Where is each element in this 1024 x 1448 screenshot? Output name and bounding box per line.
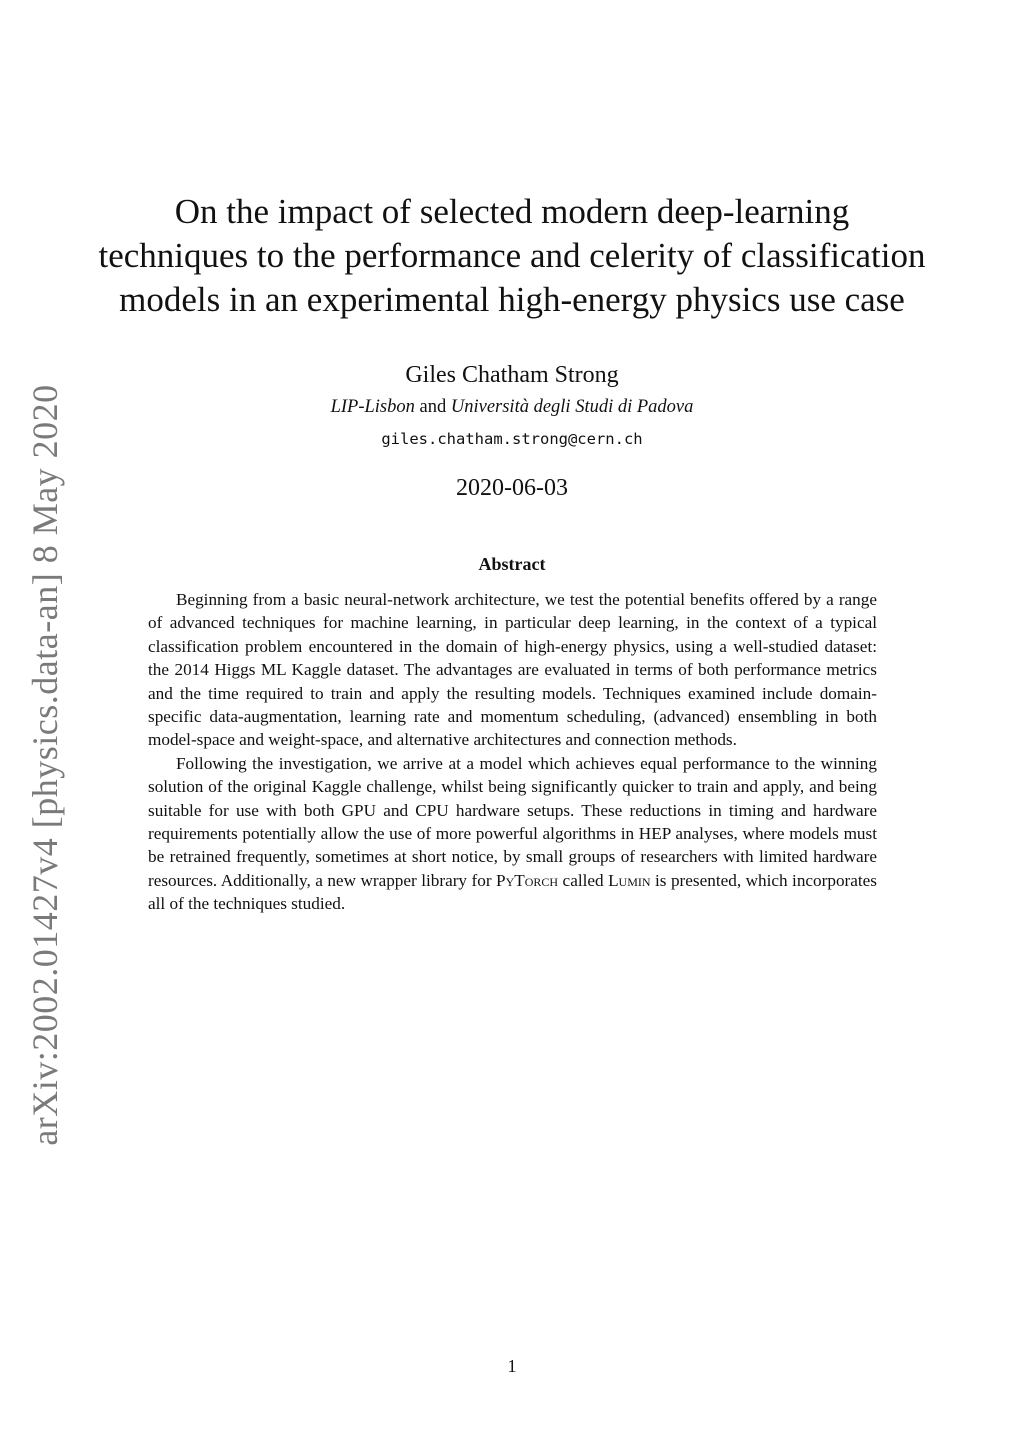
abstract-text: is presented, which incorporates all of the techniques studied. [148,870,877,914]
author-name: Giles Chatham Strong [405,362,619,388]
library-lumin: Lumin [608,870,651,890]
abstract-text: called [558,870,609,890]
abstract-paragraph-1: Beginning from a basic neural-network architecture, we test the potential benefits offered by a range of advanced techniques for machine learning, in particular deep learning, in the context of a typical classification problem encountered in the domain of high-energy physics, using a well-studied dataset: the 2014 Higgs ML Kaggle dataset. The advantages are evaluated in terms of both performance metrics and the time required to train and apply the resulting models. Techniques examined include domain-specific data-augmentation, learning rate and momentum scheduling, (advanced) ensembling in both model-space and weight-space, and alternative architectures and connection methods. [148,590,877,750]
author-email[interactable]: giles.chatham.strong@cern.ch [381,430,643,448]
library-pytorch: PyTorch [496,870,559,890]
abstract-heading: Abstract [478,554,546,574]
title-line: models in an experimental high-energy physics use case [119,280,905,319]
paper-title [80,190,944,322]
title-line: On the impact of selected modern deep-learning [174,192,850,231]
page-number: 1 [507,1356,517,1376]
affiliation-padova: Università degli Studi di Padova [450,397,694,417]
author-affiliation [0,397,1024,418]
publication-date: 2020-06-03 [456,475,568,501]
abstract-text: Following the investigation, we arrive at a model which achieves equal performance to the winning solution of the original Kaggle challenge, whilst being significantly quicker to train and apply, and being suitable for use with both GPU and CPU hardware setups. These reductions in timing and hardware requirements potentially allow the use of more powerful algorithms in HEP analyses, where models must be retrained frequently, sometimes at short notice, by small groups of researchers with limited hardware resources. Additionally, a new wrapper library for [148,753,877,890]
abstract-body [148,588,877,916]
arxiv-identifier[interactable]: arXiv:2002.01427v4 [physics.data-an] 8 May 2020 [25,384,65,1146]
title-line: techniques to the performance and celerity of classification [98,236,926,275]
affiliation-lip-lisbon: LIP-Lisbon [330,397,415,417]
abstract-paragraph-2 [148,752,877,916]
affiliation-joiner: and [419,397,447,417]
